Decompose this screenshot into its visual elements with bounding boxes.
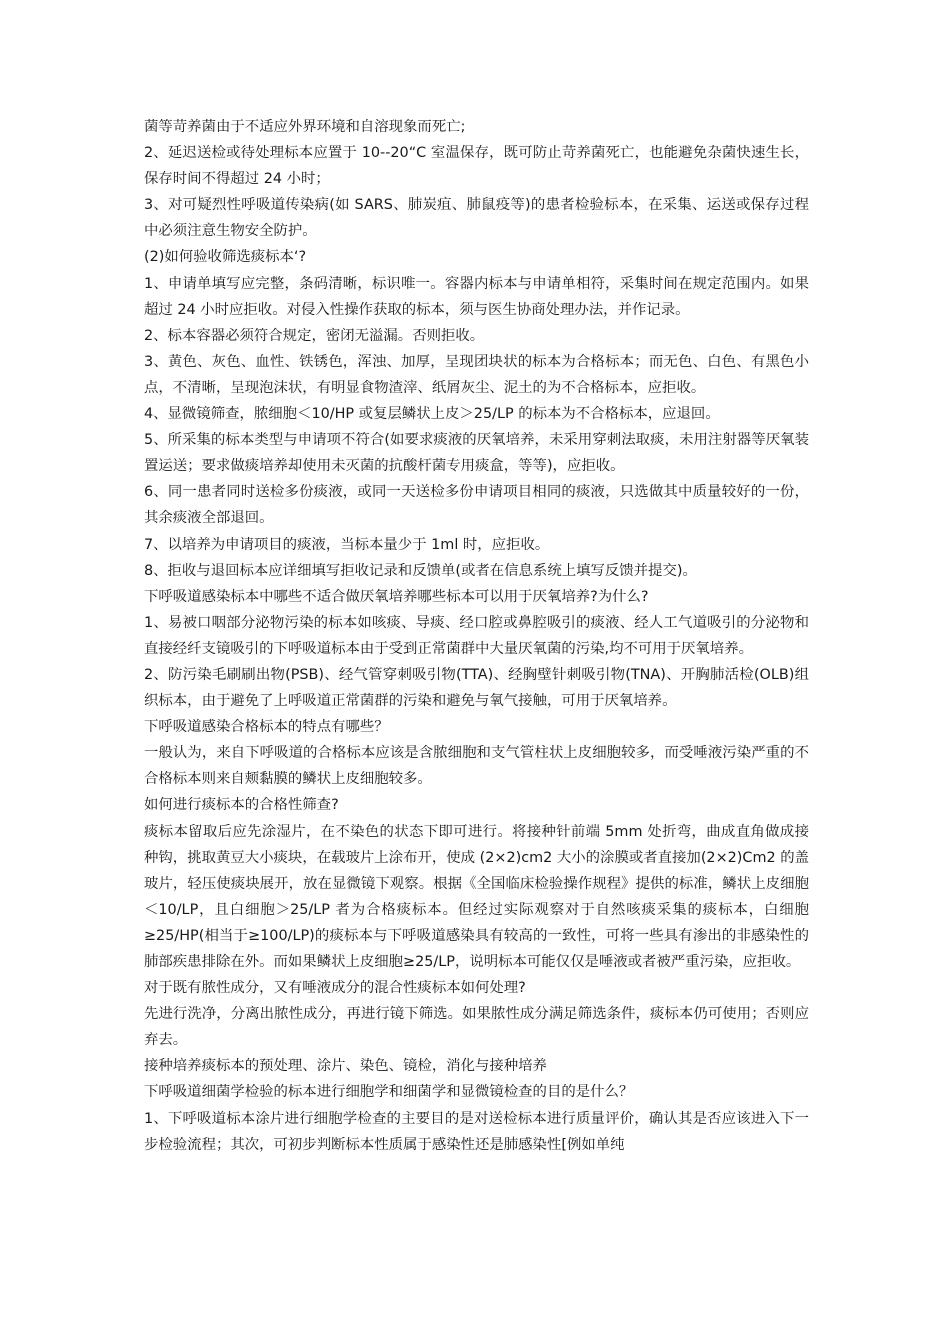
question-heading: 下呼吸道感染标本中哪些不适合做厌氧培养哪些标本可以用于厌氧培养?为什么? xyxy=(144,588,649,605)
paragraph: 2、防污染毛刷刷出物(PSB)、经气管穿刺吸引物(TTA)、经胸壁针刺吸引物(TNA)、开胸肺活检(OLB)组织标本，由于避免了上呼吸道正常菌群的污染和避免与氧气接触，可用于厌氧培养。 xyxy=(144,666,809,710)
question-heading: 下呼吸道细菌学检验的标本进行细胞学和细菌学和显微镜检查的目的是什么？ xyxy=(144,1084,634,1101)
paragraph: 1、申请单填写应完整，条码清晰，标识唯一。容器内标本与申请单相符，采集时间在规定范围内。如果超过 24 小时应拒收。对侵入性操作获取的标本，须与医生协商处理办法，并作记录。 xyxy=(144,275,809,318)
paragraph: 1、易被口咽部分泌物污染的标本如咳痰、导痰、经口腔或鼻腔吸引的痰液、经人工气道吸引的分泌物和直接经纤支镜吸引的下呼吸道标本由于受到正常菌群中大量厌氧菌的污染,均不可用于厌氧培养。 xyxy=(144,614,809,657)
paragraph: 菌等苛养菌由于不适应外界环境和自溶现象而死亡; xyxy=(144,119,466,135)
question-heading: 如何进行痰标本的合格性筛查? xyxy=(144,797,339,814)
paragraph: 8、拒收与退回标本应详细填写拒收记录和反馈单(或者在信息系统上填写反馈并提交)。 xyxy=(144,562,697,579)
paragraph: 一般认为，来自下呼吸道的合格标本应该是含脓细胞和支气管柱状上皮细胞较多，而受唾液污染严重的不合格标本则来自颊黏膜的鳞状上皮细胞较多。 xyxy=(144,745,809,788)
document-body xyxy=(144,114,809,1158)
paragraph: 1、下呼吸道标本涂片进行细胞学检查的主要目的是对送检标本进行质量评价，确认其是否应该进入下一步检验流程；其次，可初步判断标本性质属于感染性还是肺感染性[例如单纯 xyxy=(144,1110,809,1153)
question-heading: 对于既有脓性成分，又有唾液成分的混合性痰标本如何处理? xyxy=(144,980,526,997)
paragraph: 7、以培养为申请项目的痰液，当标本量少于 1ml 时，应拒收。 xyxy=(144,536,550,553)
section-heading: 接种培养痰标本的预处理、涂片、染色、镜检，消化与接种培养 xyxy=(144,1058,547,1075)
paragraph: 2、延迟送检或待处理标本应置于 10--20“C 室温保存，既可防止苛养菌死亡，也能避免杂菌快速生长，保存时间不得超过 24 小时； xyxy=(144,145,809,188)
paragraph: 先进行洗净，分离出脓性成分，再进行镜下筛选。如果脓性成分满足筛选条件，痰标本仍可使用；否则应弃去。 xyxy=(144,1006,809,1049)
paragraph: 3、黄色、灰色、血性、铁锈色，浑浊、加厚，呈现团块状的标本为合格标本；而无色、白色、有黑色小点，不清晰，呈现泡沫状，有明显食物渣滓、纸屑灰尘、泥土的为不合格标本，应拒收。 xyxy=(144,353,809,396)
section-heading: (2)如何验收筛选痰标本‘? xyxy=(144,249,307,266)
paragraph: 6、同一患者同时送检多份痰液，或同一天送检多份申请项目相同的痰液，只选做其中质量较好的一份，其余痰液全部退回。 xyxy=(144,484,809,527)
question-heading: 下呼吸道感染合格标本的特点有哪些？ xyxy=(144,719,389,736)
paragraph: 4、显微镜筛查，脓细胞＜10/HP 或复层鳞状上皮＞25/LP 的标本为不合格标本，应退回。 xyxy=(144,406,720,423)
paragraph: 痰标本留取后应先涂湿片，在不染色的状态下即可进行。将接种针前端 5mm 处折弯，曲成直角做成接种钩，挑取黄豆大小痰块，在载玻片上涂布开，使成 (2×2)cm2 大小的涂膜或者直接加(2×2)Cm2 的盖玻片，轻压使痰块展开，放在显微镜下观察。根据《全国临床检验操作规程》提供的标准，鳞状上皮细胞＜10/LP，且白细胞＞25/LP 者为合格痰标本。但经过实际观察对于自然咳痰采集的痰标本，白细胞≥25/HP(相当于≥100/LP)的痰标本与下呼吸道感染具有较高的一致性，可将一些具有渗出的非感染性的肺部疾患排除在外。而如果鳞状上皮细胞≥25/LP，说明标本可能仅仅是唾液或者被严重污染，应拒收。 xyxy=(144,823,809,970)
paragraph: 2、标本容器必须符合规定，密闭无溢漏。否则拒收。 xyxy=(144,327,485,344)
paragraph: 5、所采集的标本类型与申请项不符合(如要求痰液的厌氧培养，未采用穿刺法取痰，未用注射器等厌氧装置运送；要求做痰培养却使用未灭菌的抗酸杆菌专用痰盒，等等)，应拒收。 xyxy=(144,432,809,475)
paragraph: 3、对可疑烈性呼吸道传染病(如 SARS、肺炭疽、肺鼠疫等)的患者检验标本，在采集、运送或保存过程中必须注意生物安全防护。 xyxy=(144,197,809,240)
